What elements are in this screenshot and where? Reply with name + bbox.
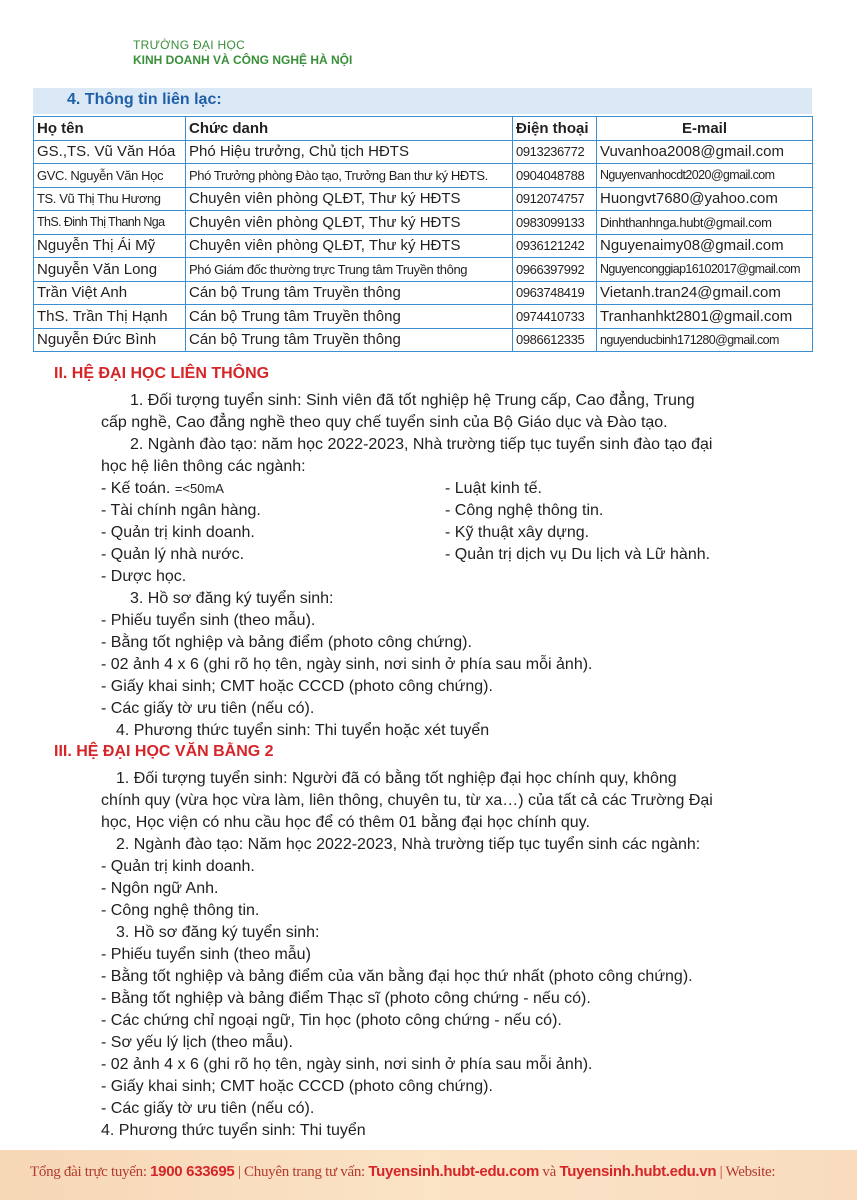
major-item: - Dược học. <box>101 568 187 585</box>
major-item: - Kỹ thuật xây dựng. <box>445 524 590 541</box>
major-item: - Luật kinh tế. <box>445 480 542 497</box>
table-row <box>34 281 813 305</box>
document-item: - Phiếu tuyển sinh (theo mẫu) <box>101 946 311 963</box>
table-row <box>34 328 813 352</box>
section2-paragraph: 4. Phương thức tuyển sinh: Thi tuyển hoặc xét tuyển <box>116 722 490 739</box>
cell-email: Vietanh.tran24@gmail.com <box>597 281 813 305</box>
table-row <box>34 258 813 282</box>
document-item: - Bằng tốt nghiệp và bảng điểm Thạc sĩ (photo công chứng - nếu có). <box>101 990 591 1007</box>
table-row <box>34 140 813 164</box>
table-row <box>34 164 813 188</box>
contact-section-title: 4. Thông tin liên lạc: <box>67 91 222 108</box>
cell-phone: 0904048788 <box>513 164 597 188</box>
cell-phone: 0912074757 <box>513 187 597 211</box>
section3-heading: III. HỆ ĐẠI HỌC VĂN BẰNG 2 <box>54 743 274 760</box>
footer-banner <box>0 1150 857 1200</box>
cell-title: Cán bộ Trung tâm Truyền thông <box>186 328 513 352</box>
section2-paragraph: cấp nghề, Cao đẳng nghề theo quy chế tuyển sinh của Bộ Giáo dục và Đào tạo. <box>101 414 668 431</box>
section3-paragraph: 3. Hồ sơ đăng ký tuyển sinh: <box>116 924 320 941</box>
column-header-name: Họ tên <box>34 117 186 141</box>
document-item: - Bằng tốt nghiệp và bảng điểm của văn bằng đại học thứ nhất (photo công chứng). <box>101 968 693 985</box>
footer-label: | Chuyên trang tư vấn: <box>234 1164 369 1180</box>
cell-phone: 0983099133 <box>513 211 597 235</box>
major-item: - Công nghệ thông tin. <box>445 502 604 519</box>
cell-title: Chuyên viên phòng QLĐT, Thư ký HĐTS <box>186 211 513 235</box>
cell-name: Trần Việt Anh <box>34 281 186 305</box>
school-header-line2: KINH DOANH VÀ CÔNG NGHỆ HÀ NỘI <box>133 53 353 67</box>
footer-label: Tổng đài trực tuyến: <box>30 1164 151 1180</box>
table-header-row <box>34 117 813 141</box>
section2-heading: II. HỆ ĐẠI HỌC LIÊN THÔNG <box>54 365 270 382</box>
section2-paragraph: 3. Hồ sơ đăng ký tuyển sinh: <box>130 590 334 607</box>
column-header-phone: Điện thoại <box>513 117 597 141</box>
cell-name: ThS. Đinh Thị Thanh Nga <box>34 211 186 235</box>
column-header-email: E-mail <box>597 117 813 141</box>
hotline-number: 1900 633695 <box>150 1163 235 1180</box>
cell-email: Nguyenvanhocdt2020@gmail.com <box>597 164 813 188</box>
section3-paragraph: 1. Đối tượng tuyển sinh: Người đã có bằng tốt nghiệp đại học chính quy, không <box>116 770 677 787</box>
cell-title: Phó Giám đốc thường trực Trung tâm Truyền thông <box>186 258 513 282</box>
cell-title: Cán bộ Trung tâm Truyền thông <box>186 281 513 305</box>
document-item: - Các giấy tờ ưu tiên (nếu có). <box>101 1100 315 1117</box>
major-item: - Quản trị kinh doanh. <box>101 524 255 541</box>
document-item: - Sơ yếu lý lịch (theo mẫu). <box>101 1034 293 1051</box>
cell-email: Huongvt7680@yahoo.com <box>597 187 813 211</box>
cell-email: Nguyenconggiap16102017@gmail.com <box>597 258 813 282</box>
school-header <box>133 38 352 68</box>
cell-title: Cán bộ Trung tâm Truyền thông <box>186 305 513 329</box>
document-item: - 02 ảnh 4 x 6 (ghi rõ họ tên, ngày sinh, nơi sinh ở phía sau mỗi ảnh). <box>101 1056 593 1073</box>
cell-phone: 0963748419 <box>513 281 597 305</box>
cell-email: Dinhthanhnga.hubt@gmail.com <box>597 211 813 235</box>
cell-name: GS.,TS. Vũ Văn Hóa <box>34 140 186 164</box>
cell-phone: 0974410733 <box>513 305 597 329</box>
cell-name: Nguyễn Thị Ái Mỹ <box>34 234 186 258</box>
major-item: - Công nghệ thông tin. <box>101 902 260 919</box>
admission-site-link[interactable]: Tuyensinh.hubt.edu.vn <box>559 1163 717 1180</box>
document-item: - Bằng tốt nghiệp và bảng điểm (photo công chứng). <box>101 634 472 651</box>
cell-phone: 0913236772 <box>513 140 597 164</box>
document-item: - Các chứng chỉ ngoại ngữ, Tin học (photo công chứng - nếu có). <box>101 1012 562 1029</box>
major-item: - Ngôn ngữ Anh. <box>101 880 219 897</box>
cell-title: Chuyên viên phòng QLĐT, Thư ký HĐTS <box>186 234 513 258</box>
section3-paragraph: 4. Phương thức tuyển sinh: Thi tuyển <box>101 1122 366 1139</box>
admission-site-link[interactable]: Tuyensinh.hubt-edu.com <box>368 1163 539 1180</box>
document-item: - Giấy khai sinh; CMT hoặc CCCD (photo công chứng). <box>101 678 493 695</box>
footer-text <box>30 1163 775 1181</box>
footer-label: và <box>538 1164 560 1180</box>
cell-email: Vuvanhoa2008@gmail.com <box>597 140 813 164</box>
cell-name: Nguyễn Văn Long <box>34 258 186 282</box>
cell-title: Phó Trưởng phòng Đào tạo, Trưởng Ban thư ký HĐTS. <box>186 164 513 188</box>
section3-paragraph: học, Học viện có nhu cầu học để có thêm 01 bằng đại học chính quy. <box>101 814 590 831</box>
cell-name: Nguyễn Đức Bình <box>34 328 186 352</box>
stray-mark: =<50mA <box>174 481 224 496</box>
major-item: - Quản trị dịch vụ Du lịch và Lữ hành. <box>445 546 711 563</box>
table-row <box>34 234 813 258</box>
contact-table <box>33 116 813 352</box>
major-item: - Tài chính ngân hàng. <box>101 502 261 519</box>
cell-phone: 0986612335 <box>513 328 597 352</box>
section3-paragraph: chính quy (vừa học vừa làm, liên thông, chuyên tu, từ xa…) của tất cả các Trường Đại <box>101 792 713 809</box>
document-item: - 02 ảnh 4 x 6 (ghi rõ họ tên, ngày sinh, nơi sinh ở phía sau mỗi ảnh). <box>101 656 593 673</box>
cell-email: nguyenducbinh171280@gmail.com <box>597 328 813 352</box>
major-item: - Quản trị kinh doanh. <box>101 858 255 875</box>
school-header-line1: TRƯỜNG ĐẠI HỌC <box>133 38 246 52</box>
contact-section-heading <box>33 88 812 114</box>
table-row <box>34 187 813 211</box>
footer-label: | Website: <box>716 1164 776 1180</box>
section2-paragraph: 2. Ngành đào tạo: năm học 2022-2023, Nhà trường tiếp tục tuyển sinh đào tạo đại <box>130 436 713 453</box>
document-item: - Các giấy tờ ưu tiên (nếu có). <box>101 700 315 717</box>
cell-email: Tranhanhkt2801@gmail.com <box>597 305 813 329</box>
cell-name: GVC. Nguyễn Văn Học <box>34 164 186 188</box>
cell-phone: 0936121242 <box>513 234 597 258</box>
cell-phone: 0966397992 <box>513 258 597 282</box>
cell-title: Phó Hiệu trưởng, Chủ tịch HĐTS <box>186 140 513 164</box>
cell-email: Nguyenaimy08@gmail.com <box>597 234 813 258</box>
table-row <box>34 305 813 329</box>
cell-title: Chuyên viên phòng QLĐT, Thư ký HĐTS <box>186 187 513 211</box>
section2-paragraph: 1. Đối tượng tuyển sinh: Sinh viên đã tốt nghiệp hệ Trung cấp, Cao đẳng, Trung <box>130 392 695 409</box>
major-item <box>101 480 224 498</box>
document-item: - Phiếu tuyển sinh (theo mẫu). <box>101 612 316 629</box>
document-item: - Giấy khai sinh; CMT hoặc CCCD (photo công chứng). <box>101 1078 493 1095</box>
table-row <box>34 211 813 235</box>
major-label: - Kế toán. <box>101 480 171 497</box>
major-item: - Quản lý nhà nước. <box>101 546 245 563</box>
section2-paragraph: học hệ liên thông các ngành: <box>101 458 306 475</box>
section3-paragraph: 2. Ngành đào tạo: Năm học 2022-2023, Nhà trường tiếp tục tuyển sinh các ngành: <box>116 836 701 853</box>
cell-name: TS. Vũ Thị Thu Hương <box>34 187 186 211</box>
cell-name: ThS. Trần Thị Hạnh <box>34 305 186 329</box>
column-header-title: Chức danh <box>186 117 513 141</box>
